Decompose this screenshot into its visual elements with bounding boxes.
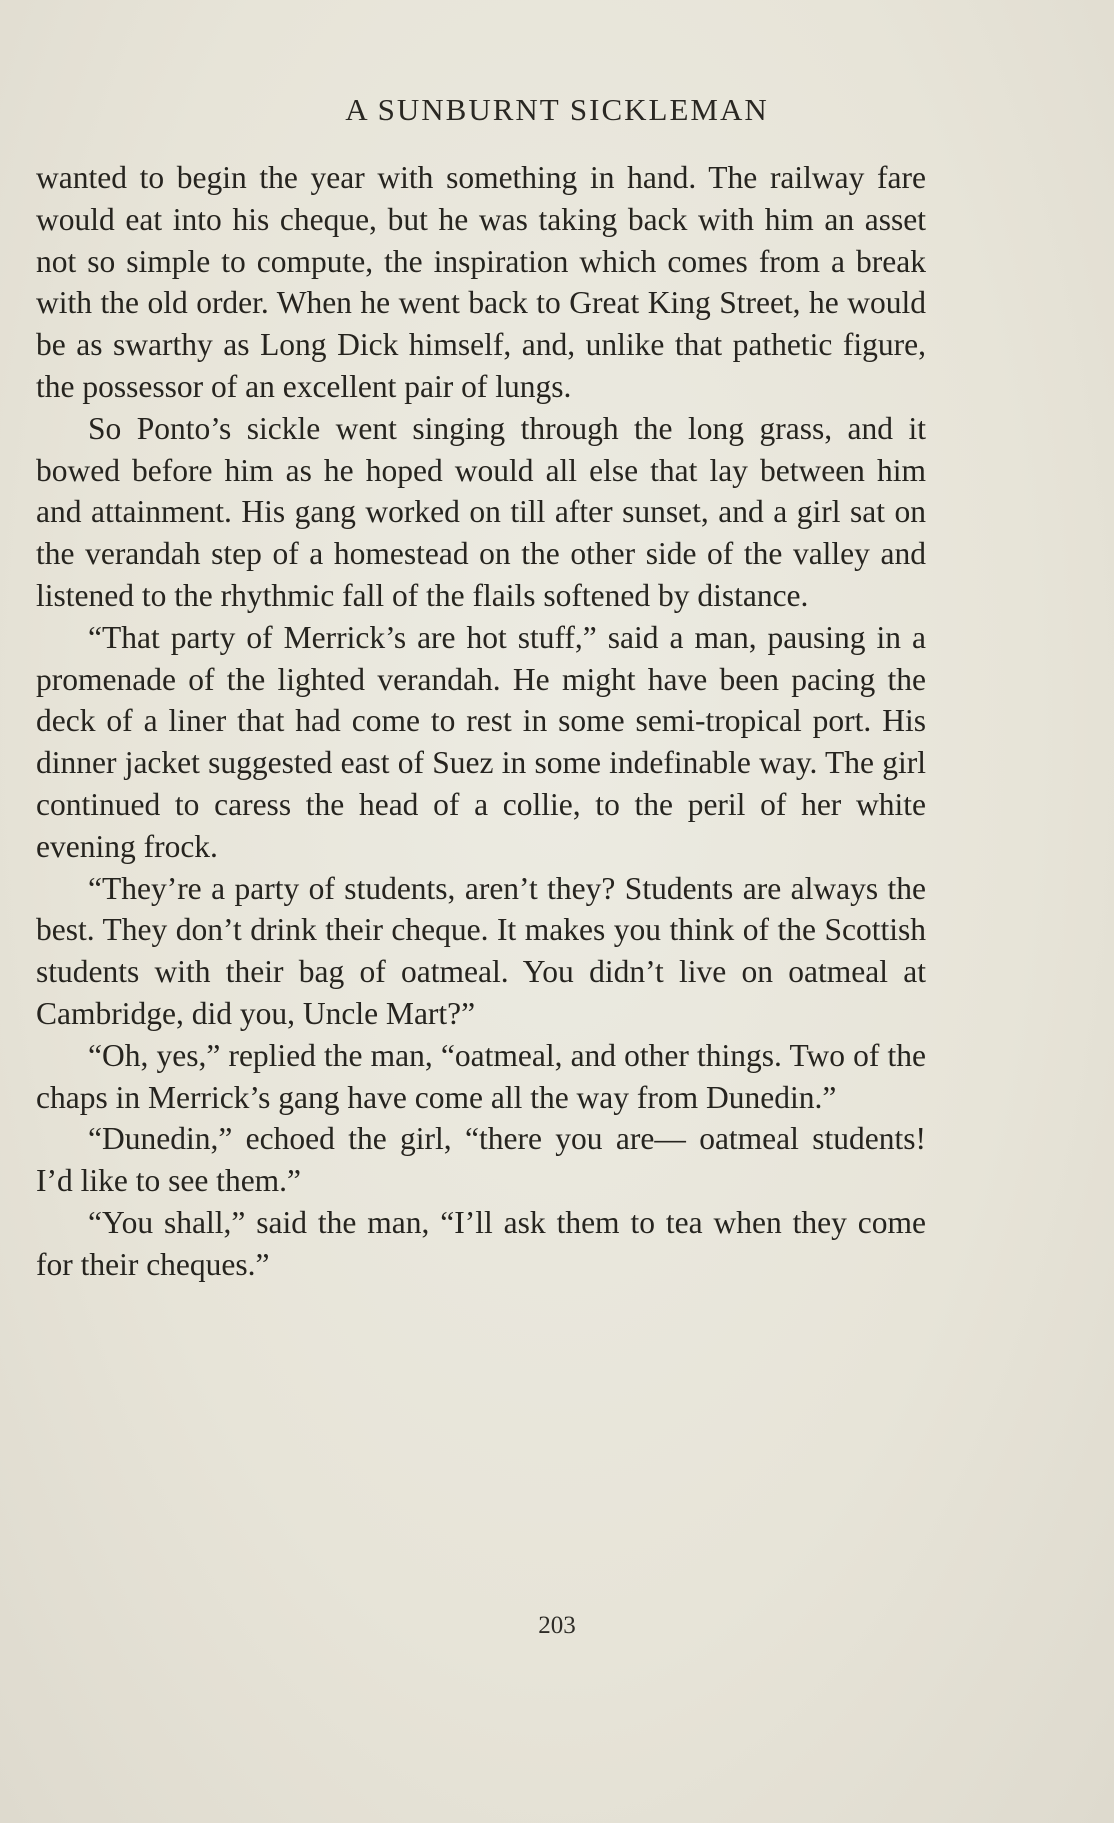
body-text bbox=[36, 157, 926, 1286]
paragraph: wanted to begin the year with something in hand. The railway fare would eat into his cheque, but he was taking back with him an asset not so simple to compute, the inspiration which comes from a break with the old order. When he went back to Great King Street, he would be as swarthy as Long Dick himself, and, unlike that pathetic figure, the possessor of an excellent pair of lungs. bbox=[36, 160, 926, 404]
page-number: 203 bbox=[538, 1612, 576, 1639]
paragraph: “Dunedin,” echoed the girl, “there you are— oatmeal students! I’d like to see them.” bbox=[36, 1121, 926, 1199]
paragraph: “That party of Merrick’s are hot stuff,” said a man, pausing in a promenade of the lighted verandah. He might have been pacing the deck of a liner that had come to rest in some semi-tropical port. His dinner jacket suggested east of Suez in some indefinable way. The girl continued to caress the head of a collie, to the peril of her white evening frock. bbox=[36, 619, 926, 864]
paragraph: “Oh, yes,” replied the man, “oatmeal, and other things. Two of the chaps in Merrick’s gang have come all the way from Dunedin.” bbox=[36, 1037, 926, 1115]
paragraph: So Ponto’s sickle went singing through the long grass, and it bowed before him as he hoped would all else that lay between him and attainment. His gang worked on till after sunset, and a girl sat on the verandah step of a homestead on the other side of the valley and listened to the rhythmic fall of the flails softened by distance. bbox=[36, 410, 926, 613]
paragraph: “They’re a party of students, aren’t they? Students are always the best. They don’t drink their cheque. It makes you think of the Scottish students with their bag of oatmeal. You didn’t live on oatmeal at Cambridge, did you, Uncle Mart?” bbox=[36, 870, 926, 1031]
running-head: A SUNBURNT SICKLEMAN bbox=[345, 92, 769, 127]
paragraph: “You shall,” said the man, “I’ll ask them to tea when they come for their cheques.” bbox=[36, 1204, 926, 1282]
